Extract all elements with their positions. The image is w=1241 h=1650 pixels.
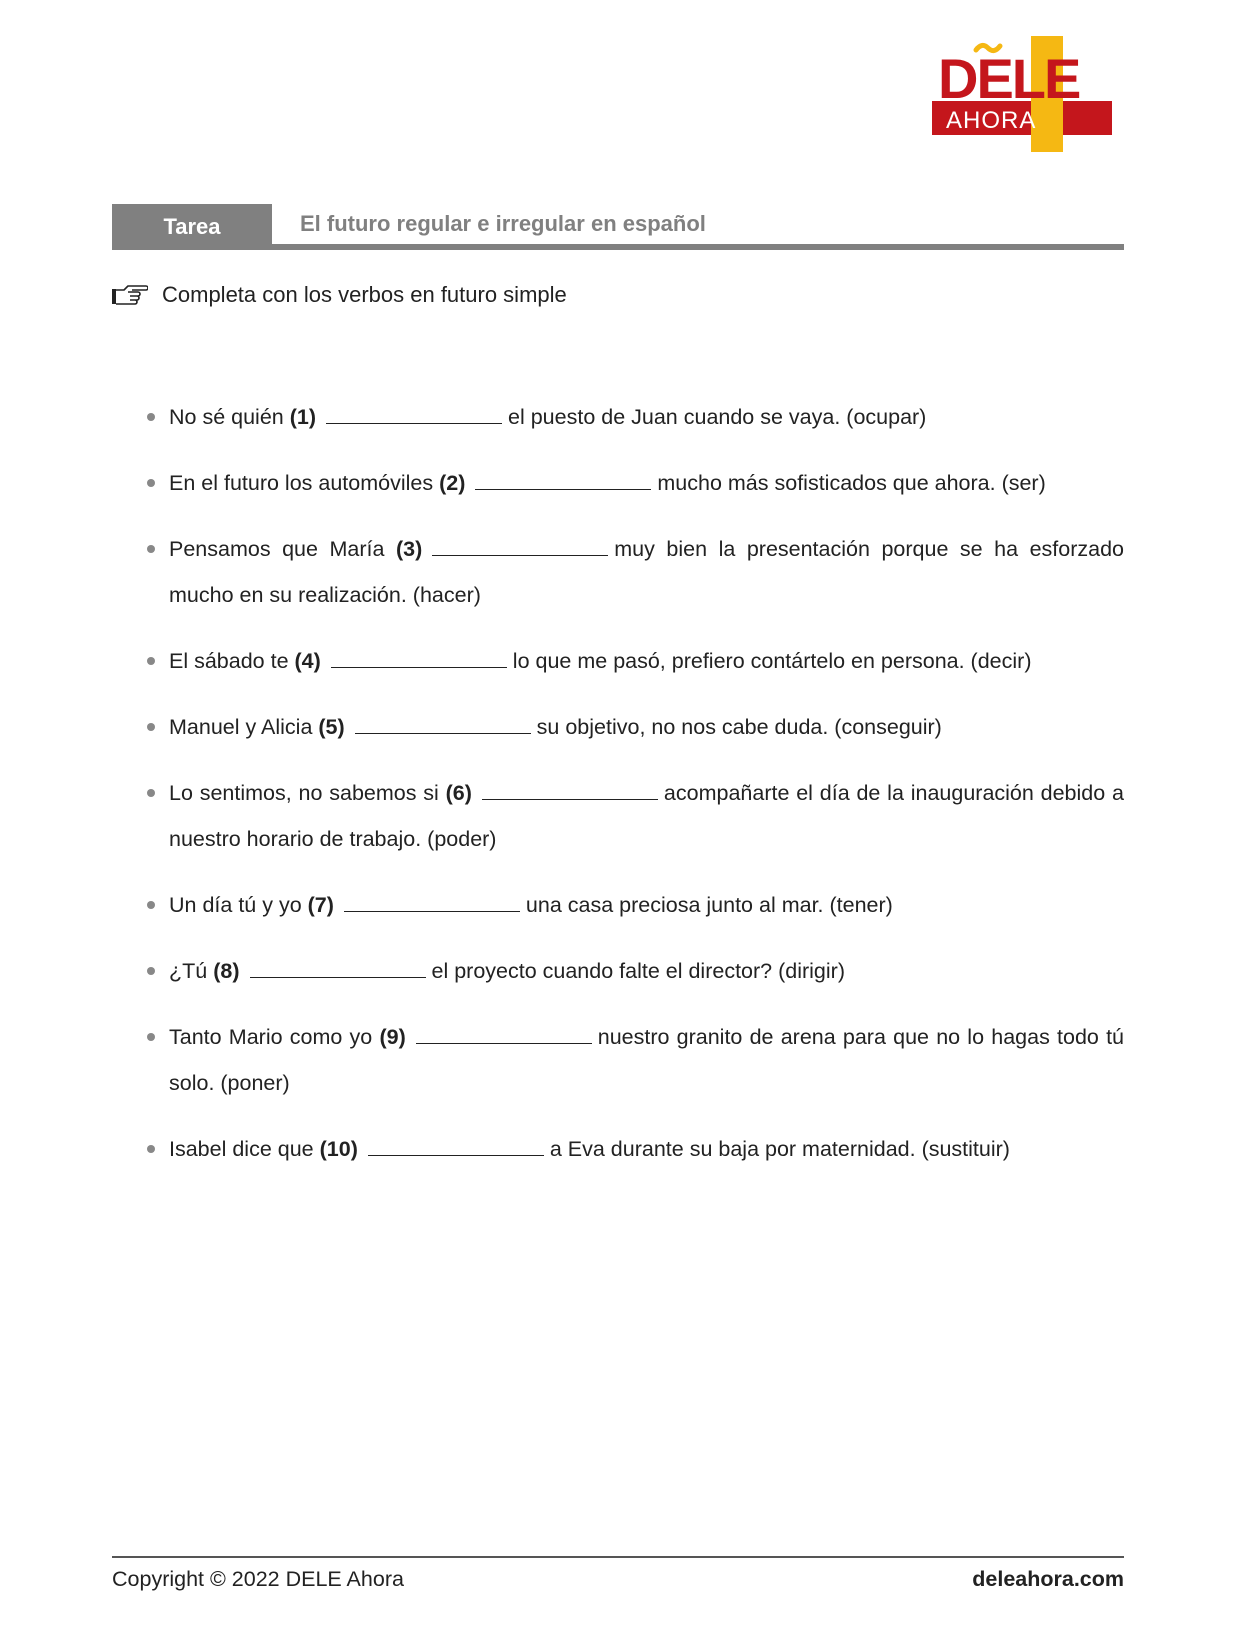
item-number: (5): [318, 715, 345, 739]
footer-divider: [112, 1556, 1124, 1558]
item-number: (6): [445, 781, 472, 805]
exercise-item-3: [140, 526, 1124, 618]
exercise-item-10: [140, 1126, 1124, 1172]
sentence-end: acompañarte el día de la inauguración debido a nuestro horario de trabajo. (poder): [169, 781, 1124, 851]
instruction-text: Completa con los verbos en futuro simple: [162, 282, 567, 307]
answer-blank[interactable]: [475, 488, 651, 490]
pointing-hand-icon: [112, 284, 148, 306]
sentence-start: ¿Tú: [169, 959, 208, 983]
bullet-icon: [147, 901, 155, 909]
bullet-icon: [147, 967, 155, 975]
sentence-start: Un día tú y yo: [169, 893, 302, 917]
sentence-start: En el futuro los automóviles: [169, 471, 434, 495]
sentence-start: Isabel dice que: [169, 1137, 314, 1161]
header-divider: [112, 244, 1124, 250]
answer-blank[interactable]: [326, 422, 502, 424]
exercise-item-5: [140, 704, 1124, 750]
sentence-end: una casa preciosa junto al mar. (tener): [525, 893, 893, 917]
item-number: (10): [319, 1137, 358, 1161]
copyright-text: Copyright © 2022 DELE Ahora: [112, 1567, 404, 1591]
bullet-icon: [147, 479, 155, 487]
answer-blank[interactable]: [344, 910, 520, 912]
item-number: (1): [289, 405, 317, 429]
exercise-list: [140, 394, 1124, 1192]
sentence-end: el puesto de Juan cuando se vaya. (ocupar): [508, 405, 927, 429]
item-number: (8): [213, 959, 240, 983]
exercise-item-4: [140, 638, 1124, 684]
sentence-start: Lo sentimos, no sabemos si: [169, 781, 439, 805]
svg-text:AHORA: AHORA: [946, 107, 1037, 134]
sentence-end: su objetivo, no nos cabe duda. (conseguir): [536, 715, 942, 739]
task-header: [112, 204, 1124, 250]
sentence-end: mucho más sofisticados que ahora. (ser): [657, 471, 1046, 495]
bullet-icon: [147, 723, 155, 731]
sentence-start: El sábado te: [169, 649, 289, 673]
item-number: (9): [379, 1025, 406, 1049]
sentence-end: muy bien la presentación porque se ha esforzado mucho en su realización. (hacer): [169, 537, 1124, 607]
sentence-start: Tanto Mario como yo: [169, 1025, 373, 1049]
sentence-end: el proyecto cuando falte el director? (dirigir): [431, 959, 845, 983]
answer-blank[interactable]: [432, 554, 608, 556]
answer-blank[interactable]: [416, 1042, 592, 1044]
bullet-icon: [147, 1033, 155, 1041]
instruction: [112, 282, 567, 308]
item-number: (7): [307, 893, 334, 917]
answer-blank[interactable]: [482, 798, 658, 800]
exercise-item-2: [140, 460, 1124, 506]
bullet-icon: [147, 789, 155, 797]
sentence-end: lo que me pasó, prefiero contártelo en persona. (decir): [512, 649, 1032, 673]
item-number: (3): [395, 537, 423, 561]
dele-ahora-logo: [932, 36, 1122, 156]
website-link[interactable]: deleahora.com: [972, 1567, 1124, 1591]
exercise-item-8: [140, 948, 1124, 994]
answer-blank[interactable]: [331, 666, 507, 668]
sentence-start: Pensamos que María: [169, 537, 385, 561]
sentence-end: a Eva durante su baja por maternidad. (sustituir): [549, 1137, 1010, 1161]
answer-blank[interactable]: [355, 732, 531, 734]
task-tab-label: Tarea: [112, 204, 272, 250]
sentence-end: nuestro granito de arena para que no lo hagas todo tú solo. (poner): [169, 1025, 1124, 1095]
item-number: (2): [439, 471, 466, 495]
answer-blank[interactable]: [250, 976, 426, 978]
sentence-start: No sé quién: [169, 405, 284, 429]
bullet-icon: [147, 413, 155, 421]
bullet-icon: [147, 1145, 155, 1153]
item-number: (4): [294, 649, 321, 673]
exercise-item-1: [140, 394, 1124, 440]
exercise-item-7: [140, 882, 1124, 928]
exercise-item-6: [140, 770, 1124, 862]
bullet-icon: [147, 657, 155, 665]
task-title: El futuro regular e irregular en español: [300, 211, 706, 236]
sentence-start: Manuel y Alicia: [169, 715, 313, 739]
bullet-icon: [147, 545, 155, 553]
exercise-item-9: [140, 1014, 1124, 1106]
answer-blank[interactable]: [368, 1154, 544, 1156]
svg-text:DELE: DELE: [938, 47, 1080, 110]
